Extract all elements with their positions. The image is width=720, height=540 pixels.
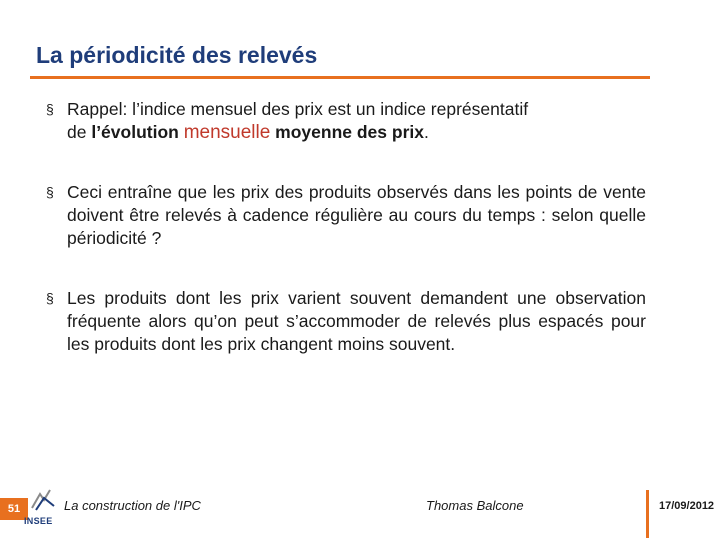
footer-presentation-title: La construction de l'IPC (64, 498, 201, 513)
bullet-text-line1: Rappel: l’indice mensuel des prix est un indice représentatif (67, 99, 529, 119)
bullet-text-bold: l’évolution (91, 122, 184, 142)
bullet-text: Les produits dont les prix varient souvent demandent une observation fréquente alors qu’on peut s’accommoder de relevés plus espacés pour les produits dont les prix changent moins souvent. (67, 288, 646, 354)
bullet-item-frequence (46, 287, 646, 356)
footer-divider (646, 490, 649, 538)
bullet-marker-icon: § (46, 184, 54, 200)
bullet-item-rappel (46, 98, 646, 144)
bullet-item-cadence (46, 181, 646, 250)
footer-date: 17/09/2012 (659, 500, 715, 512)
bullet-text-prefix: de (67, 122, 92, 142)
logo-wordmark: INSEE (24, 516, 53, 526)
bullet-marker-icon: § (46, 290, 54, 306)
insee-logo (24, 488, 58, 536)
bullet-text-bold-tail: moyenne des prix (270, 122, 424, 142)
insee-logo-icon (30, 488, 56, 512)
footer-author: Thomas Balcone (426, 498, 524, 513)
bullet-text-highlight: mensuelle (183, 122, 271, 143)
bullet-marker-icon: § (46, 101, 54, 117)
page-number-badge: 51 (0, 498, 28, 520)
bullet-text-end: . (423, 122, 429, 142)
slide-title: La périodicité des relevés (36, 42, 318, 68)
bullet-text: Ceci entraîne que les prix des produits observés dans les points de vente doivent être relevés à cadence régulière au cours du temps : selon quelle périodicité ? (67, 182, 646, 248)
title-underline (30, 76, 650, 79)
bullet-list (46, 98, 646, 356)
